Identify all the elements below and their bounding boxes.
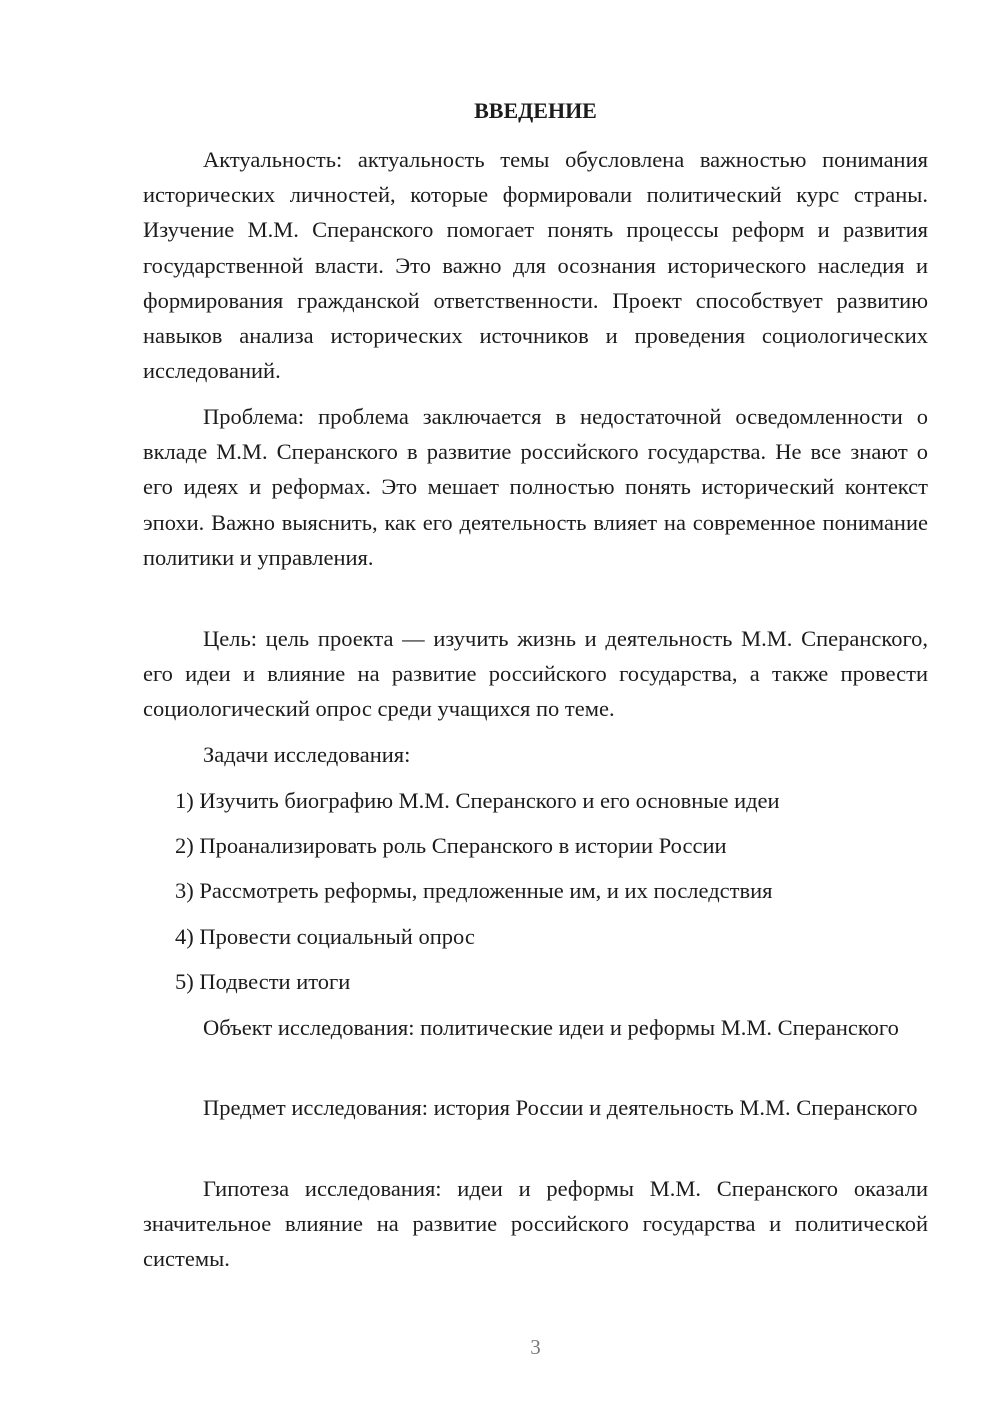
task-item-5 <box>175 964 928 999</box>
task-item-3 <box>175 873 928 908</box>
problem-paragraph: Проблема: проблема заключается в недостаточной осведомленности о вкладе М.М. Сперанского в развитие российского государства. Не все знают о его идеях и реформах. Это мешает полностью понять исторический контекст эпохи. Важно выяснить, как его деятельность влияет на современное понимание политики и управления. <box>143 404 928 570</box>
task-item-2 <box>175 828 928 863</box>
tasks-heading: Задачи исследования: <box>203 742 411 767</box>
goal-paragraph: Цель: цель проекта — изучить жизнь и деятельность М.М. Сперанского, его идеи и влияние на развитие российского государства, а также провести социологический опрос среди учащихся по теме. <box>143 626 928 722</box>
object-paragraph: Объект исследования: политические идеи и реформы М.М. Сперанского <box>203 1015 899 1040</box>
task-number: 4) <box>175 924 194 949</box>
task-item-1 <box>175 783 928 818</box>
task-text: Провести социальный опрос <box>199 924 475 949</box>
task-number: 2) <box>175 833 194 858</box>
page-number: 3 <box>530 1335 541 1359</box>
task-text: Рассмотреть реформы, предложенные им, и их последствия <box>199 878 773 903</box>
task-number: 3) <box>175 878 194 903</box>
task-number: 5) <box>175 969 194 994</box>
document-page <box>143 0 928 1414</box>
task-text: Проанализировать роль Сперанского в истории России <box>199 833 727 858</box>
task-text: Подвести итоги <box>199 969 351 994</box>
hypothesis-paragraph: Гипотеза исследования: идеи и реформы М.М. Сперанского оказали значительное влияние на развитие российского государства и политической системы. <box>143 1176 928 1272</box>
subject-paragraph: Предмет исследования: история России и деятельность М.М. Сперанского <box>203 1095 918 1120</box>
task-item-4 <box>175 919 928 954</box>
relevance-paragraph: Актуальность: актуальность темы обусловлена важностью понимания исторических личностей, которые формировали политический курс страны. Изучение М.М. Сперанского помогает понять процессы реформ и развития государственной власти. Это важно для осознания исторического наследия и формирования гражданской ответственности. Проект способствует развитию навыков анализа исторических источников и проведения социологических исследований. <box>143 147 928 384</box>
section-heading: ВВЕДЕНИЕ <box>474 98 597 123</box>
task-number: 1) <box>175 788 194 813</box>
task-text: Изучить биографию М.М. Сперанского и его основные идеи <box>199 788 780 813</box>
